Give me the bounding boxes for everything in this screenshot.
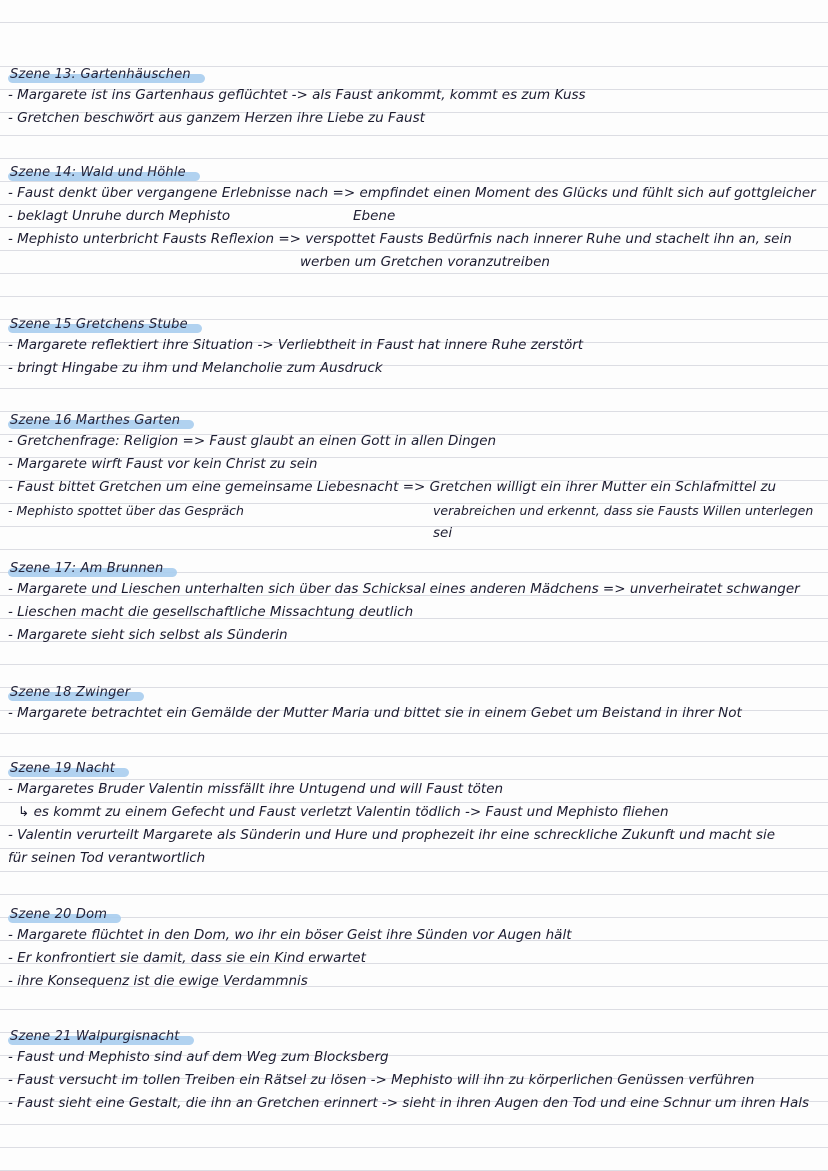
note-line-with-note <box>8 499 820 522</box>
inline-note: Ebene <box>353 208 396 224</box>
section-szene-18 <box>8 680 820 725</box>
note-line: - Faust sieht eine Gestalt, die ihn an Gretchen erinnert -> sieht in ihren Augen den Tod und eine Schnur um ihren Hals <box>8 1095 810 1111</box>
note-line: - Mephisto unterbricht Fausts Reflexion => verspottet Fausts Bedürfnis nach innerer Ruhe und stachelt ihn an, sein <box>8 231 792 247</box>
section-heading: Szene 14: Wald und Höhle <box>8 164 200 182</box>
note-line: - bringt Hingabe zu ihm und Melancholie zum Ausdruck <box>8 360 383 376</box>
note-line: - Margarete betrachtet ein Gemälde der Mutter Maria und bittet sie in einem Gebet um Beistand in ihrer Not <box>8 705 742 721</box>
note-line: ↳ es kommt zu einem Gefecht und Faust verletzt Valentin tödlich -> Faust und Mephisto fliehen <box>18 804 669 820</box>
section-heading: Szene 15 Gretchens Stube <box>8 316 202 334</box>
note-line: - Faust und Mephisto sind auf dem Weg zum Blocksberg <box>8 1049 389 1065</box>
note-line: für seinen Tod verantwortlich <box>8 850 206 866</box>
note-line: - Faust versucht im tollen Treiben ein Rätsel zu lösen -> Mephisto will ihn zu körperlichen Genüssen verführen <box>8 1072 755 1088</box>
section-heading: Szene 16 Marthes Garten <box>8 412 194 430</box>
note-line: - Margarete sieht sich selbst als Sünderin <box>8 627 288 643</box>
note-line: - Faust bittet Gretchen um eine gemeinsame Liebesnacht => Gretchen willigt ein ihrer Mutter ein Schlafmittel zu <box>8 479 777 495</box>
note-line-with-note <box>8 205 820 228</box>
note-line: - Margarete wirft Faust vor kein Christ zu sein <box>8 456 318 472</box>
section-szene-16 <box>8 408 820 545</box>
note-line: - Gretchenfrage: Religion => Faust glaubt an einen Gott in allen Dingen <box>8 433 497 449</box>
note-line: - Faust denkt über vergangene Erlebnisse nach => empfindet einen Moment des Glücks und fühlt sich auf gottgleicher <box>8 185 816 201</box>
note-line: - Gretchen beschwört aus ganzem Herzen ihre Liebe zu Faust <box>8 110 425 126</box>
inline-note: verabreichen und erkennt, dass sie Fausts Willen unterlegen <box>433 503 814 518</box>
section-szene-19 <box>8 756 820 870</box>
section-szene-13 <box>8 62 820 130</box>
note-line: - Valentin verurteilt Margarete als Sünderin und Hure und prophezeit ihr eine schreckliche Zukunft und macht sie <box>8 827 776 843</box>
note-line: - Margarete flüchtet in den Dom, wo ihr ein böser Geist ihre Sünden vor Augen hält <box>8 927 572 943</box>
note-line: - Margarete und Lieschen unterhalten sich über das Schicksal eines anderen Mädchens => unverheiratet schwanger <box>8 581 800 597</box>
note-line: - beklagt Unruhe durch Mephisto <box>8 208 231 224</box>
note-line: sei <box>433 525 453 541</box>
section-szene-17 <box>8 556 820 647</box>
note-line: - Mephisto spottet über das Gespräch <box>8 503 244 518</box>
section-heading: Szene 20 Dom <box>8 906 121 924</box>
note-line: - Margaretes Bruder Valentin missfällt ihre Untugend und will Faust töten <box>8 781 504 797</box>
section-szene-14 <box>8 160 820 274</box>
section-heading: Szene 19 Nacht <box>8 760 129 778</box>
note-line: - Er konfrontiert sie damit, dass sie ein Kind erwartet <box>8 950 366 966</box>
note-line: - Margarete ist ins Gartenhaus geflüchtet -> als Faust ankommt, kommt es zum Kuss <box>8 87 586 103</box>
note-line: werben um Gretchen voranzutreiben <box>300 254 550 270</box>
section-szene-15 <box>8 312 820 380</box>
note-line: - Lieschen macht die gesellschaftliche Missachtung deutlich <box>8 604 414 620</box>
section-heading: Szene 21 Walpurgisnacht <box>8 1028 194 1046</box>
section-heading: Szene 13: Gartenhäuschen <box>8 66 205 84</box>
section-heading: Szene 17: Am Brunnen <box>8 560 177 578</box>
section-szene-21 <box>8 1024 820 1115</box>
note-line: - ihre Konsequenz ist die ewige Verdammnis <box>8 973 308 989</box>
section-szene-20 <box>8 902 820 993</box>
note-line: - Margarete reflektiert ihre Situation -> Verliebtheit in Faust hat innere Ruhe zerstört <box>8 337 584 353</box>
section-heading: Szene 18 Zwinger <box>8 684 144 702</box>
